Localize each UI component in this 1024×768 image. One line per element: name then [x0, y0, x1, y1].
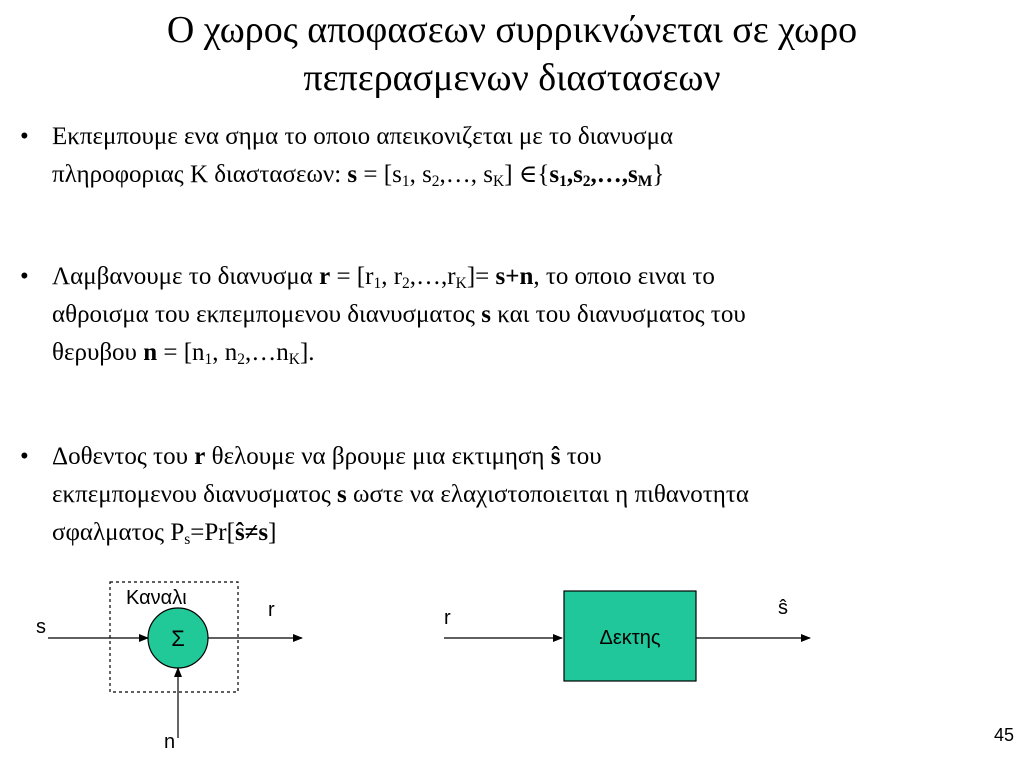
subscript: 2: [402, 274, 410, 292]
text-run: εκπεμπομενου διανυσματος: [52, 481, 338, 508]
noise-label-n: n: [164, 731, 176, 753]
bullet-line: [52, 514, 1014, 552]
vector-symbol: r: [194, 443, 206, 470]
subscript: 1: [204, 350, 213, 368]
vector-set: [549, 161, 652, 188]
text-run: ,…,r: [409, 263, 456, 290]
bullet-line: [52, 476, 1014, 514]
subscript: 2: [582, 172, 591, 190]
text-run: = [r: [330, 263, 374, 290]
slide-title: [40, 6, 984, 102]
text-run: ,…n: [245, 339, 289, 366]
bullet-text: [52, 118, 1014, 194]
subscript: 1: [559, 172, 567, 190]
vector-symbol: s: [347, 161, 358, 188]
text-run: ]: [268, 519, 277, 546]
text-run: ,…,s: [590, 161, 638, 188]
text-run: , n: [212, 339, 238, 366]
text-run: s: [549, 161, 560, 188]
text-run: = [s: [357, 161, 402, 188]
text-run: αθροισμα του εκπεμπομενου διανυσματος: [52, 301, 482, 328]
channel-label: Καναλι: [126, 587, 187, 609]
bullet-marker: •: [20, 443, 29, 470]
text-run: ]=: [466, 263, 496, 290]
text-run: ] ∈{: [504, 161, 550, 188]
text-run: = [n: [157, 339, 205, 366]
bullet-line: [52, 156, 1014, 194]
receiver-block-label: Δεκτης: [599, 627, 661, 649]
vector-sum: s+n: [495, 263, 534, 290]
text-run: του: [560, 443, 602, 470]
summation-symbol: Σ: [171, 626, 185, 651]
text-run: =Pr[: [190, 519, 235, 546]
text-run: Δοθεντος του: [52, 443, 195, 470]
title-line-2: πεπερασμενων διαστασεων: [303, 57, 721, 99]
subscript: 2: [237, 350, 246, 368]
receiver-diagram: [444, 591, 810, 681]
text-run: Λαμβανουμε το διανυσμα: [52, 263, 320, 290]
receiver-output-label: ŝ: [778, 597, 788, 619]
bullet-text: [52, 438, 1014, 552]
text-run: σφαλματος P: [52, 519, 185, 546]
bullet-line: [52, 438, 1014, 476]
bullet-line: [52, 258, 1014, 296]
text-run: }: [652, 161, 665, 188]
bullet-marker: •: [20, 263, 29, 290]
text-run: , r: [381, 263, 403, 290]
bullet-text: [52, 258, 1014, 372]
subscript: K: [288, 350, 300, 368]
subscript: 1: [401, 172, 410, 190]
receiver-input-label: r: [444, 607, 451, 629]
bullet-marker: •: [20, 123, 29, 150]
vector-symbol: n: [143, 339, 158, 366]
text-run: ,…, s: [439, 161, 494, 188]
text-run: , s: [409, 161, 432, 188]
title-line-1: Ο χωρος αποφασεων συρρικνώνεται σε χωρο: [166, 9, 858, 51]
inequality: ŝ≠s: [234, 519, 269, 546]
text-run: πληροφοριας Κ διαστασεων:: [52, 161, 348, 188]
vector-symbol: s: [481, 301, 491, 328]
vector-symbol: r: [319, 263, 331, 290]
subscript: 2: [431, 172, 440, 190]
bullet-line: [52, 334, 1014, 372]
text-run: , το οποιο ειναι το: [533, 263, 715, 290]
vector-symbol: s: [337, 481, 347, 508]
text-run: και του διανυσματος του: [490, 301, 746, 328]
estimate-symbol: ŝ: [550, 443, 561, 470]
subscript: K: [455, 274, 467, 292]
subscript: K: [493, 172, 505, 190]
text-run: ].: [299, 339, 315, 366]
channel-diagram: [36, 582, 302, 753]
bullet-line: [52, 296, 1014, 334]
subscript: s: [184, 530, 191, 548]
text-run: ,s: [566, 161, 583, 188]
text-run: θελουμε να βρουμε μια εκτιμηση: [205, 443, 551, 470]
subscript: 1: [373, 274, 382, 292]
system-diagrams: [0, 570, 1024, 768]
subscript: M: [637, 172, 653, 190]
input-label-s: s: [36, 616, 46, 638]
text-run: ωστε να ελαχιστοποιειται η πιθανοτητα: [346, 481, 749, 508]
output-label-r: r: [268, 599, 275, 621]
text-run: θερυβου: [52, 339, 144, 366]
page-number: 45: [993, 725, 1014, 745]
bullet-line: Εκπεμπουμε ενα σημα το οποιο απεικονιζεται με το διανυσμα: [52, 123, 674, 150]
